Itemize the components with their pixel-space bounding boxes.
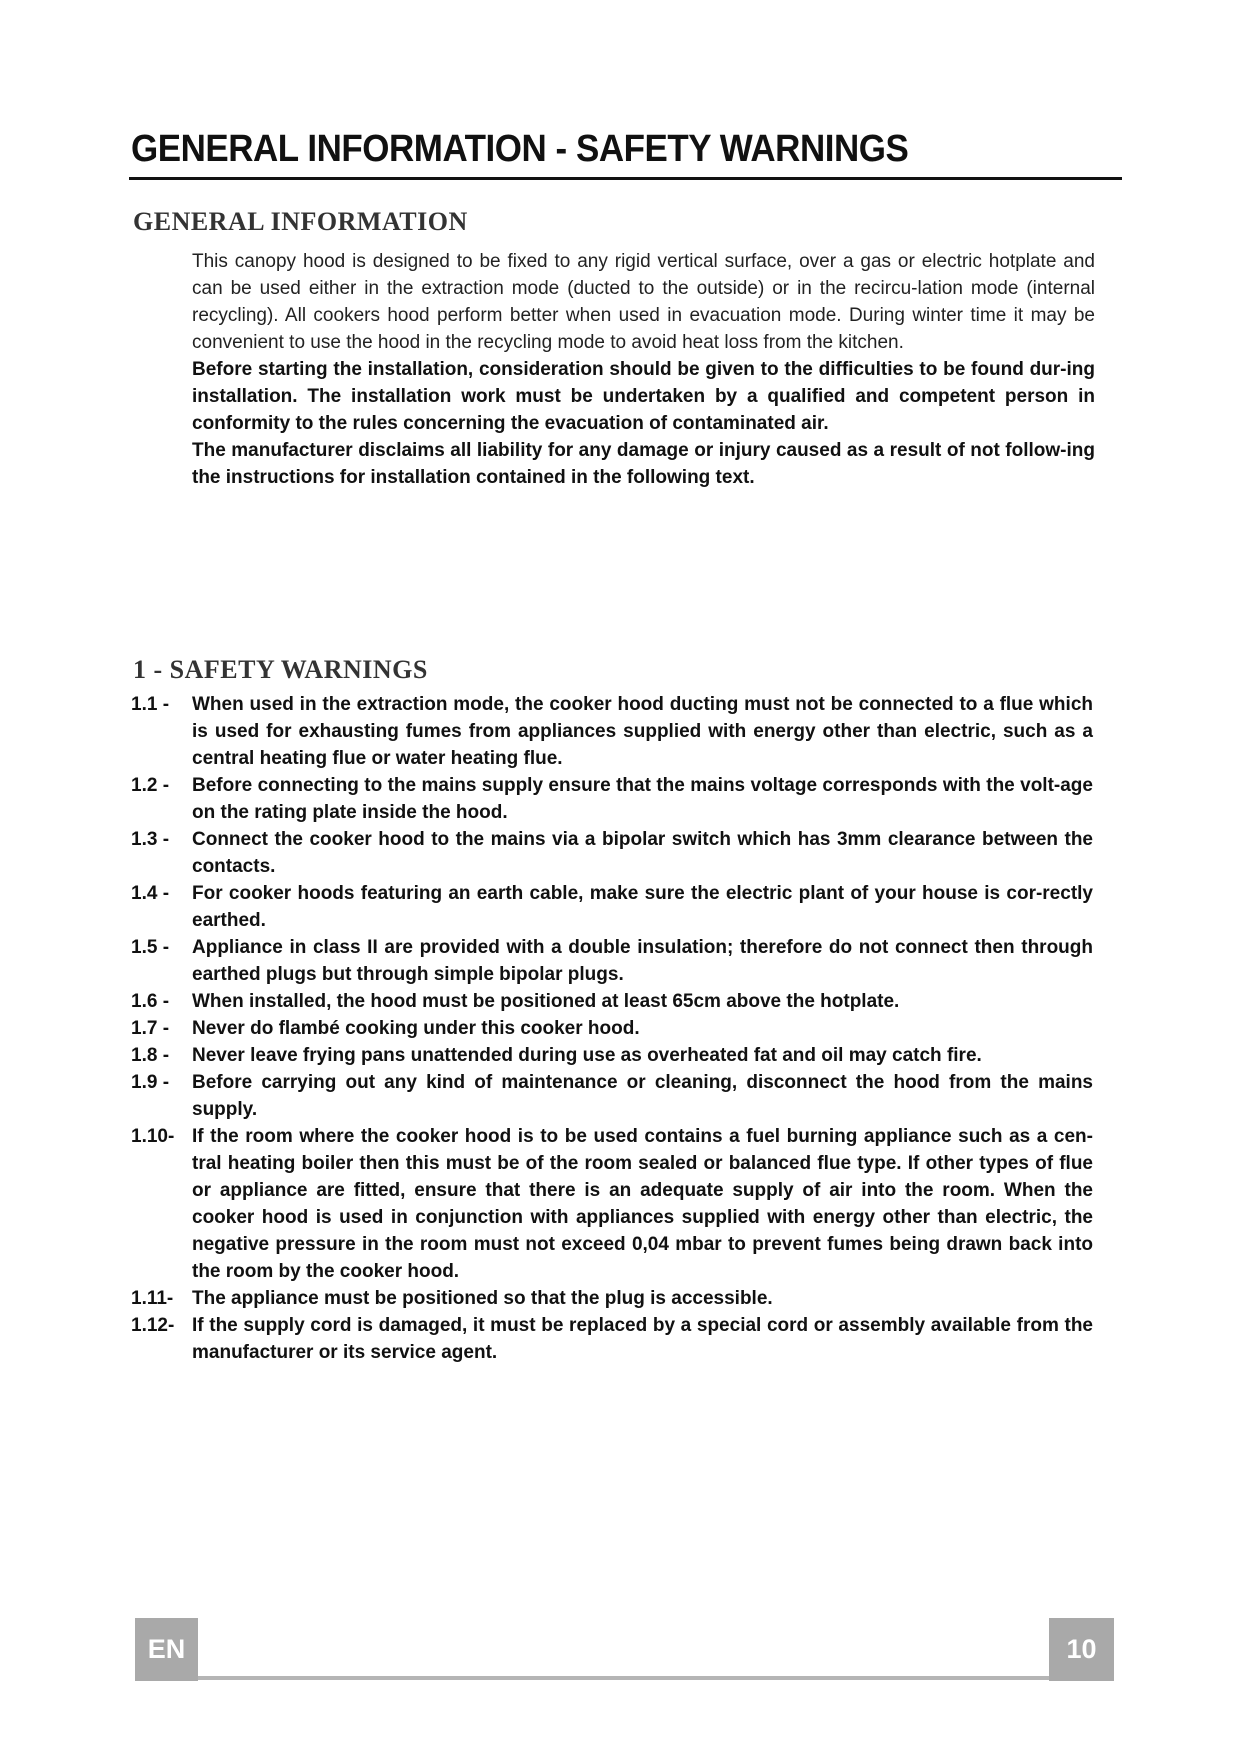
warning-text: If the room where the cooker hood is to be used contains a fuel burning appliance such as a cen-tral heating boiler then this must be of the room sealed or balanced flue type. If other types of flue or appliance are fitted, ensure that there is an adequate supply of air into the room. When the cooker hood is used in conjunction with appliances supplied with energy other than electric, the negative pressure in the room must not exceed 0,04 mbar to prevent fumes being drawn back into the room by the cooker hood. (192, 1126, 1093, 1282)
warning-text: When installed, the hood must be positioned at least 65cm above the hotplate. (192, 991, 900, 1012)
warning-item (131, 1069, 1093, 1123)
warning-text: When used in the extraction mode, the cooker hood ducting must not be connected to a flue which is used for exhausting fumes from appliances supplied with energy other than electric, such as a central heating flue or water heating flue. (192, 694, 1093, 769)
warning-number: 1.11- (131, 1288, 174, 1309)
warning-text: If the supply cord is damaged, it must be replaced by a special cord or assembly available from the manufacturer or its service agent. (192, 1315, 1093, 1363)
warning-item (131, 1015, 1093, 1042)
general-information-heading: GENERAL INFORMATION (133, 207, 468, 236)
warning-item (131, 772, 1093, 826)
page-number-badge: 10 (1049, 1618, 1114, 1681)
warning-number: 1.7 - (131, 1018, 170, 1039)
language-badge: EN (135, 1618, 198, 1681)
warning-item (131, 1285, 1093, 1312)
warning-text: The appliance must be positioned so that the plug is accessible. (192, 1288, 773, 1309)
warning-text: Before connecting to the mains supply ensure that the mains voltage corresponds with the volt-age on the rating plate inside the hood. (192, 775, 1093, 823)
title-divider (129, 177, 1122, 180)
general-information-body (192, 248, 1095, 491)
warning-number: 1.8 - (131, 1045, 170, 1066)
warning-text: Never leave frying pans unattended during use as overheated fat and oil may catch fire. (192, 1045, 982, 1066)
warning-item (131, 1312, 1093, 1366)
intro-paragraph: This canopy hood is designed to be fixed to any rigid vertical surface, over a gas or electric hotplate and can be used either in the extraction mode (ducted to the outside) or in the recircu-lation mode (internal recycling). All cookers hood perform better when used in evacuation mode. During winter time it may be convenient to use the hood in the recycling mode to avoid heat loss from the kitchen. (192, 251, 1095, 353)
page-title: GENERAL INFORMATION - SAFETY WARNINGS (131, 128, 909, 170)
warning-text: Before carrying out any kind of maintenance or cleaning, disconnect the hood from the mains supply. (192, 1072, 1093, 1120)
warning-text: For cooker hoods featuring an earth cable, make sure the electric plant of your house is cor-rectly earthed. (192, 883, 1093, 931)
warning-text: Never do flambé cooking under this cooker hood. (192, 1018, 640, 1039)
warning-text: Appliance in class II are provided with a double insulation; therefore do not connect then through earthed plugs but through simple bipolar plugs. (192, 937, 1093, 985)
warning-item (131, 691, 1093, 772)
safety-warnings-list (131, 691, 1093, 1366)
footer-divider (198, 1676, 1049, 1680)
warning-text: Connect the cooker hood to the mains via a bipolar switch which has 3mm clearance between the contacts. (192, 829, 1093, 877)
warning-item (131, 1123, 1093, 1285)
warning-number: 1.1 - (131, 694, 170, 715)
warning-number: 1.2 - (131, 775, 170, 796)
warning-item (131, 934, 1093, 988)
warning-number: 1.12- (131, 1315, 175, 1336)
warning-item (131, 880, 1093, 934)
installation-notice: Before starting the installation, consideration should be given to the difficulties to be found dur-ing installation. The installation work must be undertaken by a qualified and competent person in conformity to the rules concerning the evacuation of contaminated air. (192, 359, 1095, 434)
warning-number: 1.10- (131, 1126, 175, 1147)
warning-number: 1.3 - (131, 829, 170, 850)
warning-item (131, 1042, 1093, 1069)
warning-number: 1.5 - (131, 937, 170, 958)
liability-disclaimer: The manufacturer disclaims all liability for any damage or injury caused as a result of not follow-ing the instructions for installation contained in the following text. (192, 440, 1095, 488)
safety-warnings-heading: 1 - SAFETY WARNINGS (133, 655, 428, 684)
warning-item (131, 826, 1093, 880)
warning-number: 1.4 - (131, 883, 170, 904)
warning-number: 1.6 - (131, 991, 170, 1012)
warning-number: 1.9 - (131, 1072, 170, 1093)
warning-item (131, 988, 1093, 1015)
